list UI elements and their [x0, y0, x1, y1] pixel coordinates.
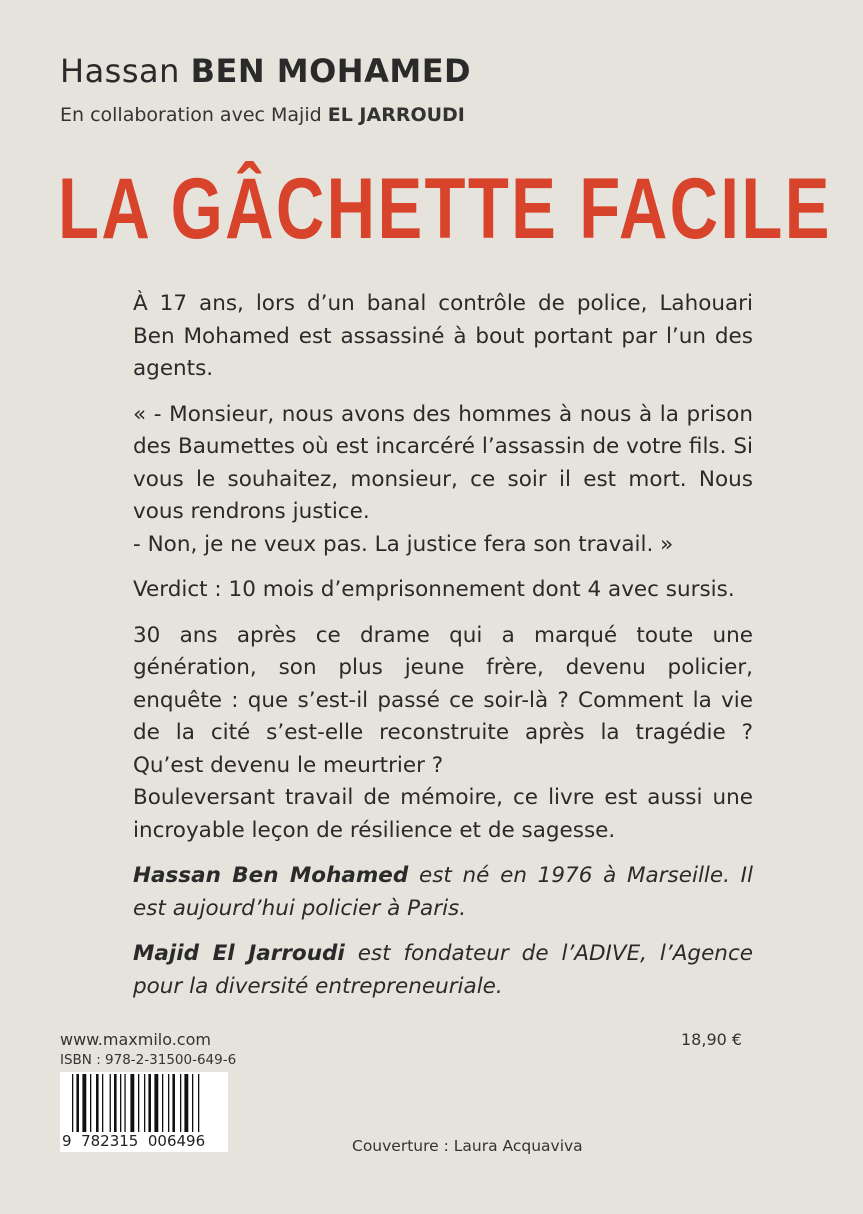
collaboration-line: [60, 104, 465, 126]
author-bio: [133, 860, 753, 925]
barcode-bar: [162, 1074, 163, 1132]
author-name: [60, 52, 471, 90]
author-first-name: Hassan: [60, 52, 180, 90]
bio-text: est fondateur de l’ADIVE, l’Agence pour la diversité entrepreneuriale.: [133, 941, 753, 999]
collaborator-last-name: EL JARROUDI: [327, 104, 465, 126]
bio-text: est né en 1976 à Marseille. Il est aujourd’hui policier à Paris.: [133, 863, 753, 921]
barcode-bar: [154, 1074, 158, 1132]
barcode: [60, 1072, 228, 1152]
bio-name: Majid El Jarroudi: [133, 941, 345, 966]
blurb-paragraph: À 17 ans, lors d’un banal contrôle de police, Lahouari Ben Mohamed est assassiné à bout portant par l’un des agents.: [133, 291, 753, 381]
author-last-name: BEN MOHAMED: [190, 52, 472, 90]
blurb-paragraph: 30 ans après ce drame qui a marqué toute une génération, son plus jeune frère, devenu policier, enquête : que s’est-il passé ce soir-là ? Comment la vie de la cité s’est-elle reconstruite après la tragédie ? Qu’est devenu le meurtrier ?: [133, 622, 753, 778]
publisher-website[interactable]: www.maxmilo.com: [60, 1030, 211, 1049]
barcode-bar: [120, 1074, 121, 1132]
barcode-number: 9 782315 006496: [62, 1132, 206, 1150]
book-title: LA GÂCHETTE FACILE: [58, 161, 832, 257]
barcode-bar: [148, 1074, 151, 1132]
bio-name: Hassan Ben Mohamed: [133, 863, 409, 888]
barcode-bar: [180, 1074, 181, 1132]
barcode-bar: [124, 1074, 125, 1132]
barcode-bar: [82, 1074, 86, 1132]
barcode-bar: [96, 1074, 99, 1132]
cover-credit: Couverture : Laura Acquaviva: [352, 1137, 583, 1155]
collaborator-bio: [133, 938, 753, 1003]
barcode-bar: [130, 1074, 134, 1132]
barcode-bar: [172, 1074, 175, 1132]
barcode-bar: [102, 1074, 103, 1132]
barcode-bar: [110, 1074, 111, 1132]
isbn: ISBN : 978-2-31500-649-6: [60, 1052, 237, 1068]
blurb-verdict: Verdict : 10 mois d’emprisonnement dont 4 avec sursis.: [133, 577, 735, 602]
barcode-bar: [114, 1074, 117, 1132]
barcode-bar: [90, 1074, 91, 1132]
barcode-bar: [144, 1074, 145, 1132]
barcode-bar: [184, 1074, 188, 1132]
blurb-quote: « - Monsieur, nous avons des hommes à nous à la prison des Baumettes où est incarcéré l’assassin de votre fils. Si vous le souhaitez, monsieur, ce soir il est mort. Nous vous rendrons justice.: [133, 401, 753, 524]
barcode-bar: [192, 1074, 193, 1132]
blurb-paragraph: Bouleversant travail de mémoire, ce livre est aussi une incroyable leçon de résilience et de sagesse.: [133, 785, 753, 843]
price: 18,90 €: [681, 1030, 743, 1049]
barcode-bar: [168, 1074, 169, 1132]
blurb: [133, 288, 753, 1016]
collaboration-prefix: En collaboration avec: [60, 104, 265, 126]
blurb-quote-reply: - Non, je ne veux pas. La justice fera son travail. »: [133, 531, 674, 557]
collaborator-first-name: Majid: [271, 104, 322, 126]
